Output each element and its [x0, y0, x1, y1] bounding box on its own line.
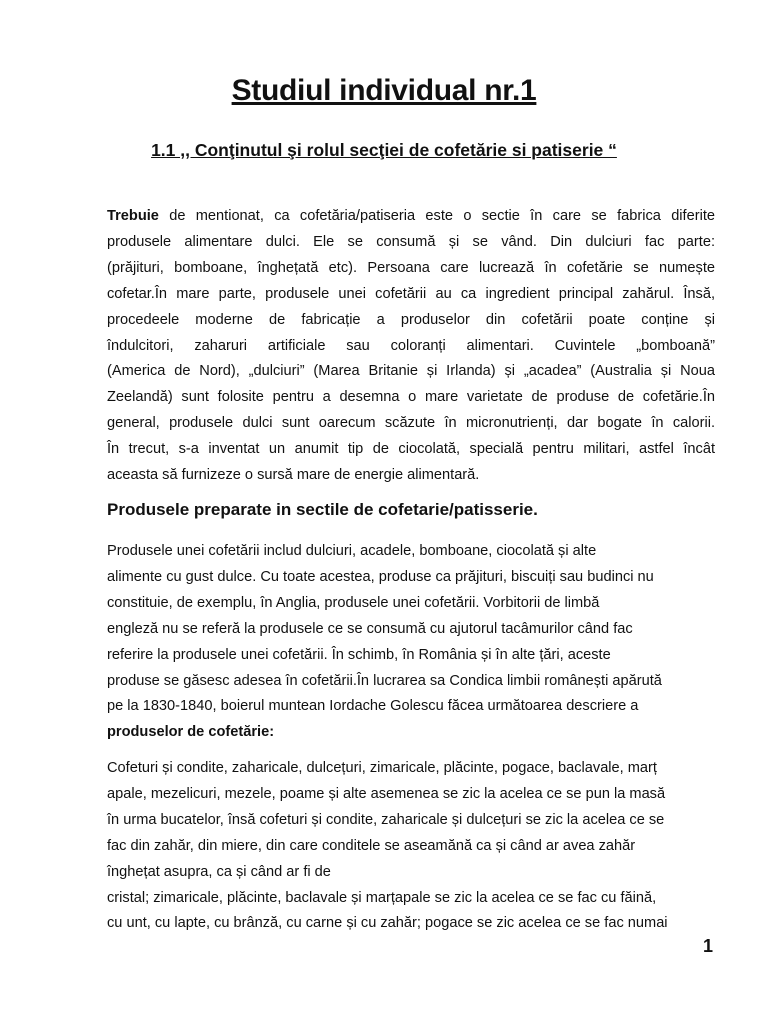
paragraph-line: pe la 1830-1840, boierul muntean Iordache Golescu făcea următoarea descriere a	[107, 698, 639, 715]
paragraph-line: engleză nu se referă la produsele ce se consumă cu ajutorul tacâmurilor când fac	[107, 620, 633, 637]
quote-paragraph	[107, 756, 715, 937]
paragraph-line: procedeele moderne de fabricație a produselor din cofetării poate conține și	[107, 311, 715, 328]
paragraph-line: îndulcitori, zaharuri artificiale sau coloranți alimentari. Cuvintele „bomboană”	[107, 337, 715, 354]
paragraph-line: Zeelandă) sunt folosite pentru a desemna o mare varietate de produse de cofetărie.În	[107, 389, 715, 406]
paragraph-line-bold: produselor de cofetărie:	[107, 724, 275, 741]
paragraph-line: apale, mezelicuri, mezele, poame și alte asemenea se zic la acelea ce se pun la masă	[107, 785, 666, 802]
paragraph-line: (prăjituri, bomboane, înghețată etc). Persoana care lucrează în cofetărie se numește	[107, 259, 715, 276]
products-paragraph	[107, 539, 715, 746]
paragraph-line: Cofeturi și condite, zaharicale, dulcețuri, zimaricale, plăcinte, pogace, baclavale, marț	[107, 760, 657, 776]
paragraph-line: cristal; zimaricale, plăcinte, baclavale și marțapale se zic la acelea ce se fac cu făină,	[107, 889, 657, 906]
paragraph-line: Produsele unei cofetării includ dulciuri, acadele, bomboane, ciocolată și alte	[107, 543, 597, 559]
page-title: Studiul individual nr.1	[231, 74, 537, 107]
section-subtitle: 1.1 ,, Conţinutul şi rolul secţiei de cofetărie si patiserie “	[151, 140, 617, 160]
section-heading: Produsele preparate in sectile de cofetarie/patisserie.	[107, 500, 538, 519]
paragraph-line: în urma bucatelor, însă cofeturi și condite, zaharicale și dulcețuri se zic la acelea ce se	[107, 811, 665, 828]
page-number: 1	[702, 936, 713, 956]
paragraph-line: cu unt, cu lapte, cu brânză, cu carne și cu zahăr; pogace se zic acelea ce se fac numai	[107, 915, 668, 932]
paragraph-line: În trecut, s-a inventat un anumit tip de ciocolată, specială pentru militari, astfel încât	[107, 441, 715, 458]
paragraph-line: înghețat asupra, ca și când ar fi de	[107, 863, 331, 880]
paragraph-line: (America de Nord), „dulciuri” (Marea Britanie și Irlanda) și „acadea” (Australia și Noua	[107, 363, 715, 380]
paragraph-line: Trebuie de mentionat, ca cofetăria/patiseria este o sectie în care se fabrica diferite	[107, 208, 715, 224]
paragraph-line: cofetar.În mare parte, produsele unei cofetării au ca ingredient principal zahărul. Însă,	[107, 285, 715, 302]
paragraph-line: alimente cu gust dulce. Cu toate acestea, produse ca prăjituri, biscuiți sau budinci nu	[107, 568, 654, 585]
intro-paragraph	[107, 204, 715, 489]
paragraph-line: constituie, de exemplu, în Anglia, produsele unei cofetării. Vorbitorii de limbă	[107, 594, 600, 611]
lead-bold-word: Trebuie	[107, 208, 159, 224]
paragraph-line: fac din zahăr, din miere, din care conditele se aseamănă ca și când ar avea zahăr	[107, 837, 636, 854]
paragraph-line: produsele alimentare dulci. Ele se consumă și se vând. Din dulciuri fac parte:	[107, 233, 715, 250]
paragraph-line: produse se găsesc adesea în cofetării.În lucrarea sa Condica limbii românești apărută	[107, 672, 662, 689]
paragraph-line: general, produsele dulci sunt oarecum scăzute în micronutrienți, dar bogate în calorii.	[107, 415, 715, 432]
paragraph-line: referire la produsele unei cofetării. În schimb, în România și în alte țări, aceste	[107, 646, 611, 663]
paragraph-line: aceasta să furnizeze o sursă mare de energie alimentară.	[107, 467, 480, 484]
